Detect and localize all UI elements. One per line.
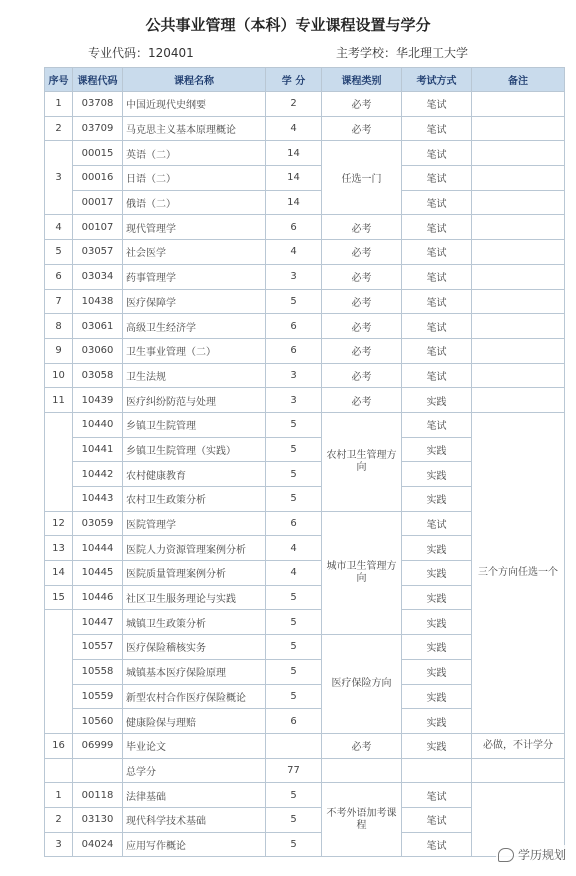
code-cell: 10557 — [73, 635, 123, 660]
code-cell: 00016 — [73, 166, 123, 191]
name-cell: 卫生法规 — [123, 363, 266, 388]
code-cell: 10440 — [73, 412, 123, 437]
name-cell: 俄语（二） — [123, 190, 266, 215]
total-label: 总学分 — [123, 758, 266, 783]
exam-cell: 实践 — [402, 709, 472, 734]
category-cell: 必考 — [322, 363, 402, 388]
note-cell — [472, 338, 565, 363]
category-cell: 必考 — [322, 240, 402, 265]
table-row — [45, 215, 565, 240]
credit-cell: 2 — [266, 92, 322, 117]
seq-cell: 5 — [45, 240, 73, 265]
category-cell: 必考 — [322, 314, 402, 339]
credit-cell: 14 — [266, 166, 322, 191]
name-cell: 乡镇卫生院管理（实践） — [123, 437, 266, 462]
course-table — [44, 67, 565, 857]
name-cell: 中国近现代史纲要 — [123, 92, 266, 117]
code-cell: 00015 — [73, 141, 123, 166]
note-cell — [472, 758, 565, 783]
note-cell — [472, 363, 565, 388]
category-cell: 必考 — [322, 264, 402, 289]
header-name: 课程名称 — [123, 68, 266, 92]
name-cell: 医院管理学 — [123, 511, 266, 536]
credit-cell: 4 — [266, 561, 322, 586]
credit-cell: 4 — [266, 116, 322, 141]
seq-cell: 14 — [45, 561, 73, 586]
category-cell: 必考 — [322, 388, 402, 413]
total-row — [45, 758, 565, 783]
seq-cell — [45, 610, 73, 733]
code-cell: 10446 — [73, 585, 123, 610]
category-cell: 必考 — [322, 215, 402, 240]
exam-cell: 笔试 — [402, 783, 472, 808]
category-cell: 必考 — [322, 289, 402, 314]
seq-cell: 11 — [45, 388, 73, 413]
name-cell: 健康险保与理赔 — [123, 709, 266, 734]
category-cell: 城市卫生管理方向 — [322, 511, 402, 634]
name-cell: 医疗纠纷防范与处理 — [123, 388, 266, 413]
seq-cell: 10 — [45, 363, 73, 388]
credit-cell: 5 — [266, 437, 322, 462]
exam-cell: 笔试 — [402, 832, 472, 857]
exam-cell: 实践 — [402, 733, 472, 758]
name-cell: 现代管理学 — [123, 215, 266, 240]
note-cell — [472, 92, 565, 117]
note-cell — [472, 190, 565, 215]
header-note: 备注 — [472, 68, 565, 92]
note-cell — [472, 388, 565, 413]
table-row — [45, 141, 565, 166]
exam-cell: 笔试 — [402, 511, 472, 536]
exam-cell: 实践 — [402, 487, 472, 512]
credit-cell — [266, 733, 322, 758]
seq-cell: 1 — [45, 92, 73, 117]
name-cell: 现代科学技术基础 — [123, 807, 266, 832]
seq-cell — [45, 412, 73, 511]
category-cell: 不考外语加考课程 — [322, 783, 402, 857]
name-cell: 乡镇卫生院管理 — [123, 412, 266, 437]
code-cell: 03708 — [73, 92, 123, 117]
name-cell: 高级卫生经济学 — [123, 314, 266, 339]
note-cell: 必做，不计学分 — [472, 733, 565, 758]
table-row — [45, 166, 565, 191]
note-cell — [472, 240, 565, 265]
name-cell: 医疗保险稽核实务 — [123, 635, 266, 660]
exam-cell: 实践 — [402, 659, 472, 684]
name-cell: 药事管理学 — [123, 264, 266, 289]
table-row — [45, 116, 565, 141]
table-row — [45, 412, 565, 437]
watermark — [496, 845, 568, 864]
category-cell — [322, 758, 402, 783]
watermark-text: 学历规划 — [517, 848, 566, 862]
credit-cell: 5 — [266, 832, 322, 857]
category-cell: 必考 — [322, 92, 402, 117]
table-row — [45, 388, 565, 413]
code-cell: 10443 — [73, 487, 123, 512]
credit-cell: 5 — [266, 807, 322, 832]
code-cell: 10439 — [73, 388, 123, 413]
code-cell: 03034 — [73, 264, 123, 289]
table-row — [45, 92, 565, 117]
name-cell: 农村卫生政策分析 — [123, 487, 266, 512]
code-cell: 03130 — [73, 807, 123, 832]
code-cell: 06999 — [73, 733, 123, 758]
credit-cell: 3 — [266, 388, 322, 413]
exam-cell: 笔试 — [402, 92, 472, 117]
wechat-icon — [498, 848, 514, 862]
category-cell: 必考 — [322, 338, 402, 363]
exam-cell: 笔试 — [402, 264, 472, 289]
exam-cell: 笔试 — [402, 289, 472, 314]
code-cell — [73, 758, 123, 783]
exam-cell — [402, 758, 472, 783]
seq-cell: 3 — [45, 141, 73, 215]
code-cell: 10442 — [73, 462, 123, 487]
seq-cell: 15 — [45, 585, 73, 610]
code-cell: 03709 — [73, 116, 123, 141]
name-cell: 社区卫生服务理论与实践 — [123, 585, 266, 610]
code-cell: 10447 — [73, 610, 123, 635]
seq-cell: 1 — [45, 783, 73, 808]
credit-cell: 5 — [266, 635, 322, 660]
credit-cell: 3 — [266, 264, 322, 289]
code-cell: 00107 — [73, 215, 123, 240]
exam-cell: 实践 — [402, 684, 472, 709]
category-cell: 农村卫生管理方向 — [322, 412, 402, 511]
exam-cell: 笔试 — [402, 190, 472, 215]
code-cell: 00017 — [73, 190, 123, 215]
note-cell — [472, 215, 565, 240]
exam-cell: 实践 — [402, 437, 472, 462]
name-cell: 医院人力资源管理案例分析 — [123, 536, 266, 561]
exam-cell: 笔试 — [402, 116, 472, 141]
table-row — [45, 314, 565, 339]
seq-cell: 8 — [45, 314, 73, 339]
credit-cell: 5 — [266, 684, 322, 709]
note-cell — [472, 116, 565, 141]
seq-cell: 3 — [45, 832, 73, 857]
major-code: 专业代码：120401 — [88, 46, 194, 60]
code-cell: 10558 — [73, 659, 123, 684]
page-title: 公共事业管理（本科）专业课程设置与学分 — [145, 16, 431, 34]
table-row — [45, 264, 565, 289]
exam-cell: 实践 — [402, 388, 472, 413]
credit-cell: 6 — [266, 314, 322, 339]
note-cell — [472, 264, 565, 289]
code-cell: 10445 — [73, 561, 123, 586]
exam-cell: 笔试 — [402, 215, 472, 240]
category-cell: 任选一门 — [322, 141, 402, 215]
exam-cell: 实践 — [402, 536, 472, 561]
seq-cell: 16 — [45, 733, 73, 758]
exam-cell: 笔试 — [402, 141, 472, 166]
exam-cell: 笔试 — [402, 240, 472, 265]
seq-cell: 9 — [45, 338, 73, 363]
total-credit: 77 — [266, 758, 322, 783]
code-cell: 03058 — [73, 363, 123, 388]
name-cell: 马克思主义基本原理概论 — [123, 116, 266, 141]
credit-cell: 5 — [266, 412, 322, 437]
code-cell: 03061 — [73, 314, 123, 339]
credit-cell: 4 — [266, 536, 322, 561]
name-cell: 社会医学 — [123, 240, 266, 265]
credit-cell: 5 — [266, 289, 322, 314]
name-cell: 城镇卫生政策分析 — [123, 610, 266, 635]
credit-cell: 14 — [266, 141, 322, 166]
note-cell — [472, 314, 565, 339]
table-row — [45, 190, 565, 215]
seq-cell: 12 — [45, 511, 73, 536]
table-row — [45, 783, 565, 808]
credit-cell: 5 — [266, 462, 322, 487]
table-row — [45, 338, 565, 363]
name-cell: 应用写作概论 — [123, 832, 266, 857]
exam-school: 主考学校：华北理工大学 — [336, 46, 469, 60]
code-cell: 03059 — [73, 511, 123, 536]
exam-cell: 笔试 — [402, 412, 472, 437]
credit-cell: 5 — [266, 659, 322, 684]
exam-cell: 实践 — [402, 462, 472, 487]
credit-cell: 6 — [266, 709, 322, 734]
credit-cell: 5 — [266, 610, 322, 635]
credit-cell: 5 — [266, 487, 322, 512]
header-exam: 考试方式 — [402, 68, 472, 92]
seq-cell — [45, 758, 73, 783]
exam-cell: 实践 — [402, 585, 472, 610]
name-cell: 毕业论文 — [123, 733, 266, 758]
credit-cell: 3 — [266, 363, 322, 388]
code-cell: 03057 — [73, 240, 123, 265]
note-cell — [472, 166, 565, 191]
name-cell: 医疗保障学 — [123, 289, 266, 314]
header-credit: 学 分 — [266, 68, 322, 92]
code-cell: 10444 — [73, 536, 123, 561]
category-cell: 必考 — [322, 116, 402, 141]
seq-cell: 7 — [45, 289, 73, 314]
exam-cell: 实践 — [402, 635, 472, 660]
name-cell: 农村健康教育 — [123, 462, 266, 487]
exam-cell: 笔试 — [402, 363, 472, 388]
credit-cell: 5 — [266, 585, 322, 610]
code-cell: 00118 — [73, 783, 123, 808]
table-header-row — [45, 68, 565, 92]
exam-cell: 笔试 — [402, 166, 472, 191]
exam-cell: 笔试 — [402, 338, 472, 363]
table-row — [45, 240, 565, 265]
note-cell — [472, 289, 565, 314]
seq-cell: 2 — [45, 116, 73, 141]
direction-note-cell: 三个方向任选一个 — [472, 412, 565, 733]
name-cell: 日语（二） — [123, 166, 266, 191]
seq-cell: 6 — [45, 264, 73, 289]
table-row — [45, 289, 565, 314]
seq-cell: 2 — [45, 807, 73, 832]
credit-cell: 4 — [266, 240, 322, 265]
category-cell: 医疗保险方向 — [322, 635, 402, 734]
name-cell: 医院质量管理案例分析 — [123, 561, 266, 586]
note-cell — [472, 141, 565, 166]
exam-cell: 实践 — [402, 610, 472, 635]
credit-cell: 6 — [266, 215, 322, 240]
table-row — [45, 363, 565, 388]
code-cell: 04024 — [73, 832, 123, 857]
seq-cell: 13 — [45, 536, 73, 561]
code-cell: 10559 — [73, 684, 123, 709]
header-code: 课程代码 — [73, 68, 123, 92]
name-cell: 城镇基本医疗保险原理 — [123, 659, 266, 684]
exam-cell: 实践 — [402, 561, 472, 586]
credit-cell: 14 — [266, 190, 322, 215]
exam-cell: 笔试 — [402, 807, 472, 832]
code-cell: 10560 — [73, 709, 123, 734]
code-cell: 10438 — [73, 289, 123, 314]
credit-cell: 5 — [266, 783, 322, 808]
seq-cell: 4 — [45, 215, 73, 240]
code-cell: 03060 — [73, 338, 123, 363]
credit-cell: 6 — [266, 511, 322, 536]
name-cell: 法律基础 — [123, 783, 266, 808]
name-cell: 英语（二） — [123, 141, 266, 166]
exam-cell: 笔试 — [402, 314, 472, 339]
name-cell: 卫生事业管理（二） — [123, 338, 266, 363]
name-cell: 新型农村合作医疗保险概论 — [123, 684, 266, 709]
credit-cell: 6 — [266, 338, 322, 363]
header-category: 课程类别 — [322, 68, 402, 92]
table-row — [45, 733, 565, 758]
header-seq: 序号 — [45, 68, 73, 92]
code-cell: 10441 — [73, 437, 123, 462]
category-cell: 必考 — [322, 733, 402, 758]
